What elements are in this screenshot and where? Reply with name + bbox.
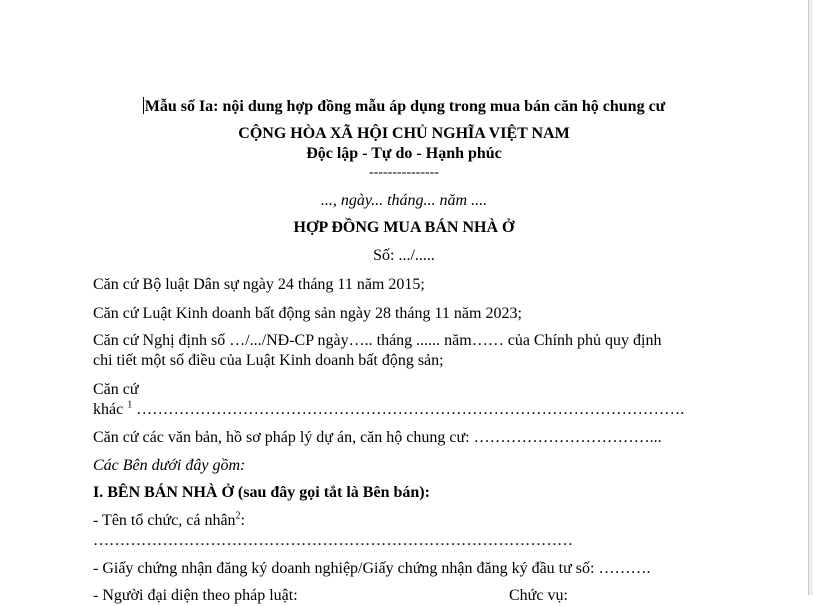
basis-real-estate-law: Căn cứ Luật Kinh doanh bất động sản ngày 28 tháng 11 năm 2023; bbox=[93, 305, 522, 322]
basis-project-docs: Căn cứ các văn bản, hồ sơ pháp lý dự án, căn hộ chung cư: ……………………………... bbox=[93, 429, 662, 446]
seller-heading: I. BÊN BÁN NHÀ Ở (sau đây gọi tắt là Bên bán): bbox=[93, 484, 430, 501]
page-edge bbox=[808, 0, 813, 595]
parties-intro: Các Bên dưới đây gồm: bbox=[93, 457, 246, 474]
basis-other-label: khác bbox=[93, 401, 124, 418]
form-title: Mẫu số Ia: nội dung hợp đồng mẫu áp dụng trong mua bán căn hộ chung cư bbox=[144, 98, 666, 115]
footnote-2: 2 bbox=[235, 510, 241, 522]
position-label: Chức vụ: bbox=[509, 587, 568, 604]
contract-title: HỢP ĐỒNG MUA BÁN NHÀ Ở bbox=[293, 219, 515, 236]
basis-civil-code: Căn cứ Bộ luật Dân sự ngày 24 tháng 11 năm 2015; bbox=[93, 276, 425, 293]
business-certificate: - Giấy chứng nhận đăng ký doanh nghiệp/Giấy chứng nhận đăng ký đầu tư số: ………. bbox=[93, 560, 651, 577]
org-name-dots: ……………………………………………………………………………… bbox=[93, 532, 573, 549]
contract-number: Số: .../..... bbox=[373, 247, 435, 264]
motto: Độc lập - Tự do - Hạnh phúc bbox=[306, 145, 502, 162]
org-name-label: - Tên tổ chức, cá nhân$^2$: bbox=[93, 510, 245, 529]
footnote-1: 1 bbox=[127, 399, 133, 411]
nation-heading: CỘNG HÒA XÃ HỘI CHỦ NGHĨA VIỆT NAM bbox=[238, 125, 570, 142]
basis-decree-line-2: chi tiết một số điều của Luật Kinh doanh bất động sản; bbox=[93, 352, 444, 369]
basis-other-dots: …………………………………………………………………………………………. bbox=[136, 401, 685, 418]
basis-other-line-1: Căn cứ bbox=[93, 381, 139, 398]
date-line: ..., ngày... tháng... năm .... bbox=[320, 192, 488, 209]
basis-other-line-2 bbox=[93, 400, 684, 420]
basis-decree-line-1: Căn cứ Nghị định số …/.../NĐ-CP ngày….. tháng ...... năm…… của Chính phủ quy định bbox=[93, 332, 662, 349]
text-cursor bbox=[143, 97, 144, 114]
separator-line: --------------- bbox=[369, 165, 439, 180]
legal-representative: - Người đại diện theo pháp luật: bbox=[93, 587, 298, 604]
